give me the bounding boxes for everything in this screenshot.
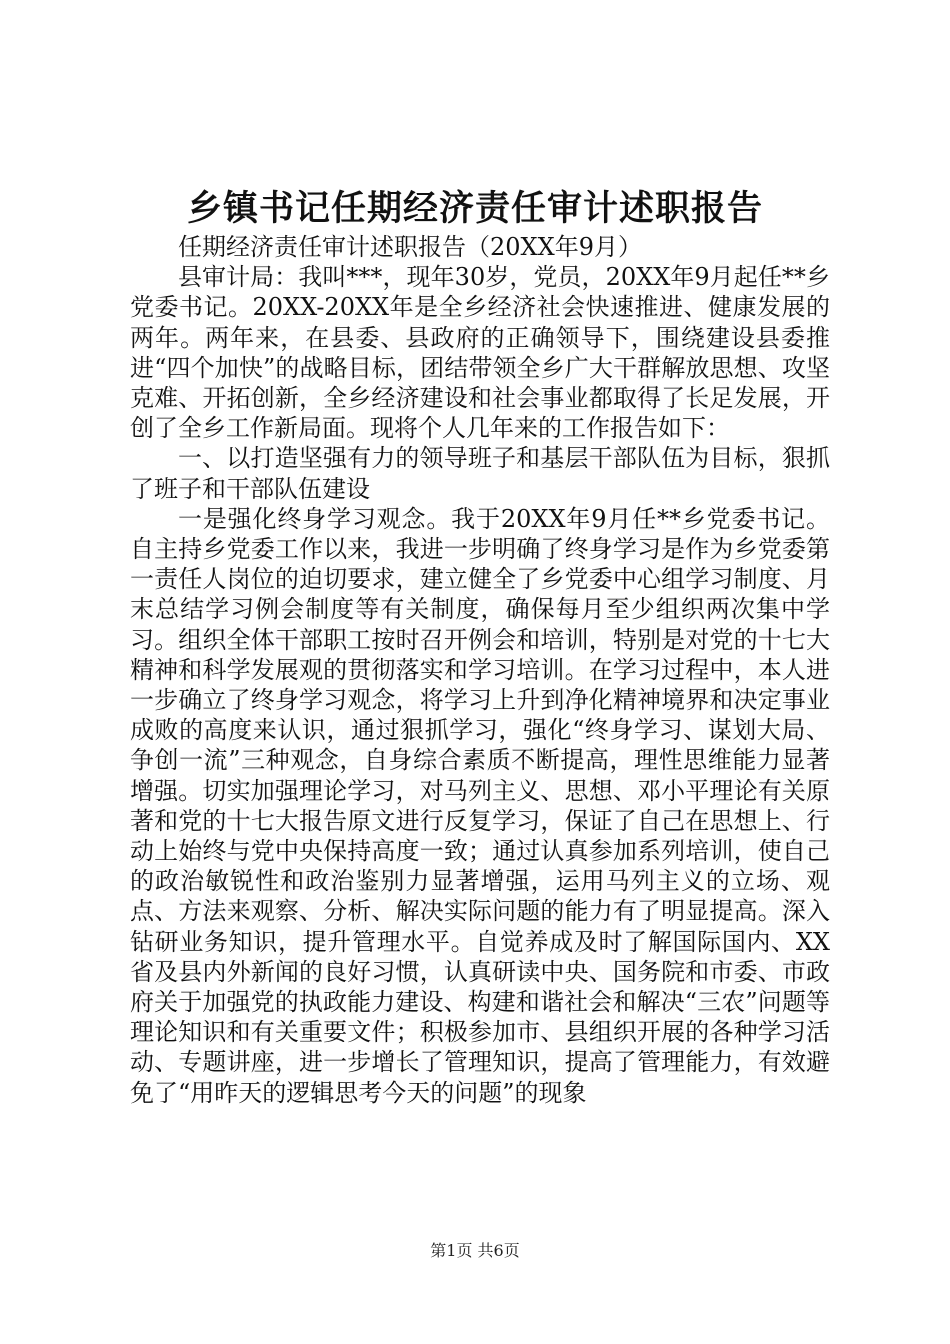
document-body [130, 232, 830, 1108]
document-title: 乡镇书记任期经济责任审计述职报告 [186, 188, 763, 229]
intro-paragraph: 县审计局：我叫***，现年30岁，党员，20XX年9月起任**乡党委书记。20XX-20XX年是全乡经济社会快速推进、健康发展的两年。两年来，在县委、县政府的正确领导下，围绕建设县委推进“四个加快”的战略目标，团结带领全乡广大干群解放思想、攻坚克难、开拓创新，全乡经济建设和社会事业都取得了长足发展，开创了全乡工作新局面。现将个人几年来的工作报告如下： [130, 263, 830, 443]
study-paragraph: 一是强化终身学习观念。我于20XX年9月任**乡党委书记。自主持乡党委工作以来，我进一步明确了终身学习是作为乡党委第一责任人岗位的迫切要求，建立健全了乡党委中心组学习制度、月末总结学习例会制度等有关制度，确保每月至少组织两次集中学习。组织全体干部职工按时召开例会和培训，特别是对党的十七大精神和科学发展观的贯彻落实和学习培训。在学习过程中，本人进一步确立了终身学习观念，将学习上升到净化精神境界和决定事业成败的高度来认识，通过狠抓学习，强化“终身学习、谋划大局、争创一流”三种观念，自身综合素质不断提高，理性思维能力显著增强。切实加强理论学习，对马列主义、思想、邓小平理论有关原著和党的十七大报告原文进行反复学习，保证了自己在思想上、行动上始终与党中央保持高度一致；通过认真参加系列培训，使自己的政治敏锐性和政治鉴别力显著增强，运用马列主义的立场、观点、方法来观察、分析、解决实际问题的能力有了明显提高。深入钻研业务知识，提升管理水平。自觉养成及时了解国际国内、XX省及县内外新闻的良好习惯，认真研读中央、国务院和市委、市政府关于加强党的执政能力建设、构建和谐社会和解决“三农”问题等理论知识和有关重要文件；积极参加市、县组织开展的各种学习活动、专题讲座，进一步增长了管理知识，提高了管理能力，有效避免了“用昨天的逻辑思考今天的问题”的现象 [130, 504, 830, 1107]
report-subtitle-paragraph: 任期经济责任审计述职报告（20XX年9月） [178, 233, 642, 261]
section-heading-paragraph: 一、以打造坚强有力的领导班子和基层干部队伍为目标，狠抓了班子和干部队伍建设 [130, 444, 830, 503]
page-number-footer: 第1页 共6页 [430, 1241, 520, 1260]
